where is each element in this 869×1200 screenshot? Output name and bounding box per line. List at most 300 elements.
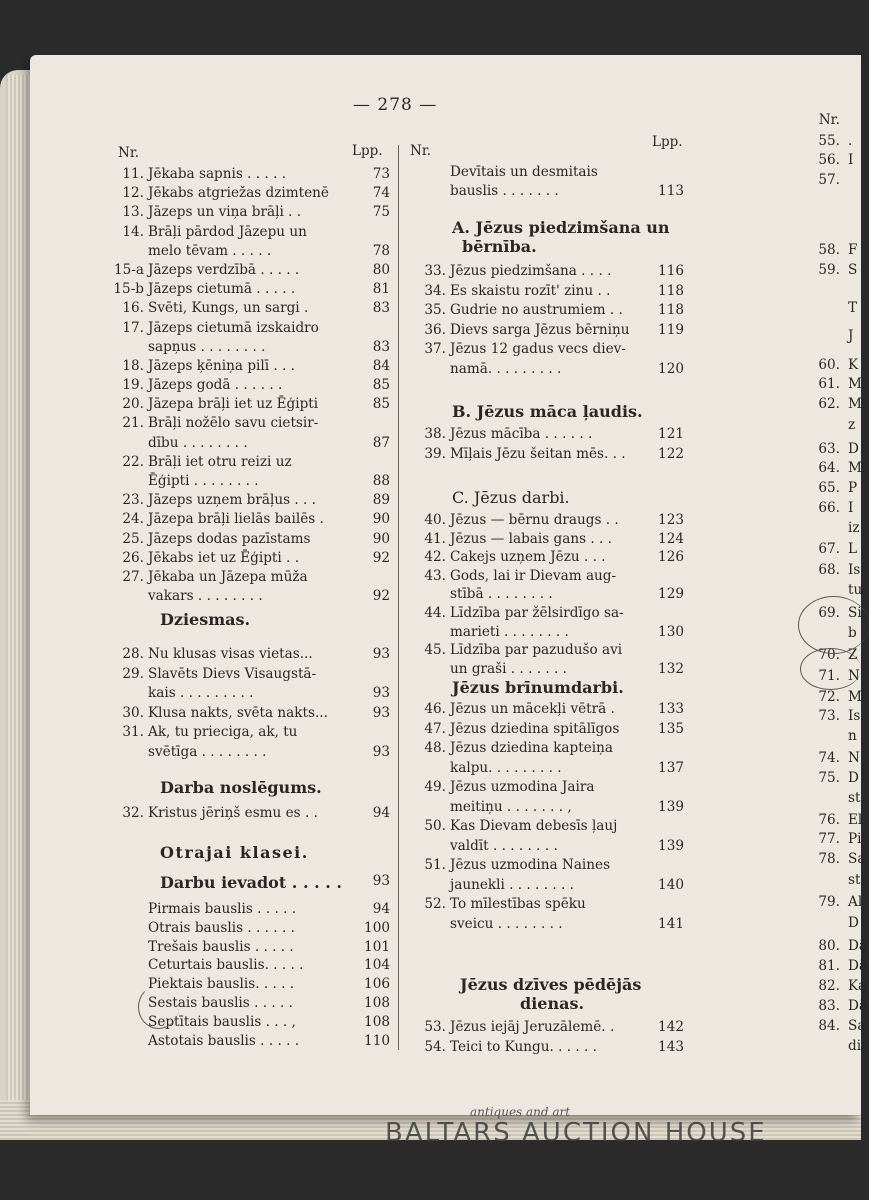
entry-number: 19.: [122, 377, 144, 394]
entry-number: 44.: [424, 604, 446, 621]
toc-entry: [106, 319, 390, 338]
entry-page: 73: [372, 166, 390, 182]
entry-number: 26.: [122, 549, 144, 566]
fragment-text: F: [848, 242, 858, 258]
fragment-number: 70.: [818, 647, 840, 663]
left-nr-header: Nr.: [118, 145, 140, 161]
entry-title: Cakejs uzņem Jēzu . . .: [450, 549, 606, 566]
entry-title: Jēzus un mācekļi vētrā .: [450, 701, 615, 717]
toc-entry: [408, 641, 684, 660]
fragment-text: dil: [848, 1038, 866, 1054]
toc-entry: [408, 876, 684, 896]
fragment-text: Dā: [848, 938, 868, 954]
entry-title: Jāzepa brāļi lielās bailēs .: [148, 511, 324, 528]
toc-entry: [106, 530, 390, 549]
fragment-line: [808, 541, 857, 557]
toc-entry: [408, 360, 684, 380]
entry-title: Otrais bauslis . . . . . .: [148, 919, 295, 936]
entry-page: 78: [372, 242, 390, 259]
fragment-number: 73.: [818, 708, 840, 724]
toc-entry: [408, 700, 684, 720]
entry-title: Ak, tu prieciga, ak, tu: [148, 724, 298, 741]
fragment-line: [808, 894, 862, 910]
fragment-number: 76.: [818, 812, 840, 828]
entry-title: Piektais bauslis. . . . .: [148, 976, 295, 993]
toc-entry: [106, 203, 390, 222]
toc-entry: [408, 163, 684, 182]
toc-entry: [106, 261, 390, 280]
fragment-number: 83.: [818, 998, 840, 1014]
entry-number: 15-a: [114, 261, 144, 278]
fragment-line: [808, 328, 853, 344]
fragment-line: [808, 938, 867, 954]
darbu-ievadot-page: 93: [372, 873, 390, 889]
entry-title: Brāļi iet otru reizi uz: [148, 453, 292, 470]
section-pedejas-line1: Jēzus dzīves pēdējās: [460, 975, 642, 994]
section-c: C. Jēzus darbi.: [452, 488, 570, 507]
entry-page: 139: [658, 837, 684, 854]
entry-page: 135: [658, 720, 684, 737]
entry-title: jaunekli . . . . . . . .: [450, 876, 574, 893]
entry-page: 101: [364, 938, 390, 955]
entry-title: Jēzus iejāj Jeruzālemē. .: [450, 1019, 615, 1035]
entry-title: Jēkaba sapnis . . . . .: [148, 166, 287, 182]
fragment-line: [808, 812, 862, 828]
entry-number: 38.: [424, 426, 446, 442]
pencil-mark: [138, 985, 179, 1029]
entry-page: 85: [372, 377, 390, 394]
entry-title: vakars . . . . . . . .: [148, 588, 263, 605]
fragment-text: Is: [848, 708, 861, 724]
fragment-text: Ka: [848, 978, 867, 994]
entry-page: 141: [658, 915, 684, 932]
entry-number: 41.: [424, 530, 446, 547]
fragment-text: Z: [848, 647, 858, 663]
fragment-text: Pi: [848, 831, 862, 847]
fragment-line: [808, 133, 852, 149]
watermark: BALTARS AUCTION HOUSE: [385, 1118, 767, 1148]
fragment-text: st: [848, 872, 861, 888]
fragment-number: 79.: [818, 894, 840, 910]
toc-entry: [106, 723, 390, 743]
entry-title: Slavēts Dievs Visaugstā-: [148, 665, 317, 682]
mid-toc-pedejas: [408, 1018, 684, 1057]
entry-title: Jāzeps verdzībā . . . . .: [148, 261, 300, 278]
section-a-line1: A. Jēzus piedzimšana un: [452, 218, 670, 237]
toc-entry: [106, 414, 390, 433]
fragment-text: J: [848, 328, 854, 344]
entry-title: Jēkabs atgriežas dzimtenē: [148, 185, 329, 202]
fragment-text: Is: [848, 562, 861, 578]
toc-entry: [106, 223, 390, 242]
fragment-number: 82.: [818, 978, 840, 994]
fragment-line: [808, 300, 857, 316]
entry-number: 32.: [122, 805, 144, 821]
fragment-line: [808, 242, 857, 258]
toc-entry: [106, 684, 390, 704]
mid-lpp-header: Lpp.: [652, 134, 683, 150]
entry-page: 139: [658, 798, 684, 815]
fragment-text: I: [848, 152, 854, 168]
entry-number: 34.: [424, 282, 446, 299]
fragment-line: [808, 978, 866, 994]
entry-page: 113: [658, 182, 684, 199]
toc-entry: [106, 919, 390, 938]
fragment-text: Al: [848, 894, 863, 910]
entry-title: Jēzus 12 gadus vecs diev-: [450, 341, 626, 358]
fragment-line: [808, 770, 859, 786]
entry-page: 92: [372, 588, 390, 605]
entry-title: svētīga . . . . . . . .: [148, 743, 267, 760]
fragment-text: D: [848, 770, 859, 786]
entry-title: Ēģipti . . . . . . . .: [148, 473, 259, 489]
fragment-number: 78.: [818, 851, 840, 867]
section-brinumdarbi: Jēzus brīnumdarbi.: [452, 678, 624, 697]
pencil-mark-70: [800, 648, 861, 690]
page-number: — 278 —: [353, 95, 438, 115]
fragment-line: [808, 1018, 865, 1034]
entry-number: 21.: [122, 415, 144, 432]
entry-page: 89: [372, 492, 390, 509]
entry-page: 93: [372, 685, 390, 702]
entry-title: Es skaistu rozīt' zinu . .: [450, 282, 611, 299]
toc-entry: [106, 299, 390, 318]
fragment-number: 72.: [818, 689, 840, 705]
mid-toc-top: [408, 163, 684, 200]
fragment-line: [808, 689, 862, 705]
toc-entry: [408, 445, 684, 465]
fragment-number: 77.: [818, 831, 840, 847]
toc-entry: [408, 282, 684, 302]
fragment-number: 67.: [818, 541, 840, 557]
fragment-number: 68.: [818, 562, 840, 578]
toc-entry: [408, 530, 684, 549]
entry-number: 14.: [122, 223, 144, 240]
entry-page: 143: [658, 1038, 684, 1055]
entry-page: 118: [658, 302, 684, 319]
fragment-text: M: [848, 689, 862, 705]
fragment-number: 74.: [818, 750, 840, 766]
toc-entry: [106, 453, 390, 472]
entry-page: 94: [372, 901, 390, 917]
entry-number: 49.: [424, 779, 446, 795]
entry-page: 108: [364, 994, 390, 1011]
fragment-text: Si: [848, 605, 862, 621]
entry-title: Jēzus uzmodina Naines: [450, 857, 611, 873]
fragment-line: [808, 396, 862, 412]
toc-entry: [106, 568, 390, 587]
entry-page: 92: [372, 549, 390, 566]
entry-title: Kristus jēriņš esmu es . .: [148, 805, 318, 821]
entry-title: namā. . . . . . . . .: [450, 360, 562, 377]
fragment-number: 84.: [818, 1018, 840, 1034]
entry-title: Nu klusas visas vietas...: [148, 646, 313, 662]
toc-entry: [408, 623, 684, 642]
fragment-line: [808, 152, 853, 168]
toc-entry: [106, 956, 390, 975]
entry-number: 16.: [122, 300, 144, 317]
fragment-line: [808, 441, 859, 457]
entry-number: 29.: [122, 665, 144, 682]
fragment-number: 64.: [818, 460, 840, 476]
toc-entry: [106, 549, 390, 568]
fragment-line: [808, 728, 857, 744]
entry-title: Devītais un desmitais: [450, 164, 598, 180]
entry-title: To mīlestības spēku: [450, 896, 586, 912]
entry-title: Jēkabs iet uz Ēģipti . .: [148, 549, 300, 566]
entry-number: 30.: [122, 704, 144, 721]
toc-entry: [408, 895, 684, 915]
fragment-text: S: [848, 262, 858, 278]
entry-page: 124: [658, 530, 684, 547]
entry-title: Jēkaba un Jāzepa mūža: [148, 568, 308, 585]
toc-entry: [408, 778, 684, 798]
left-toc-list-3: [106, 804, 390, 823]
fragment-text: z: [848, 417, 856, 433]
fragment-number: 75.: [818, 770, 840, 786]
toc-entry: [408, 604, 684, 623]
toc-entry: [106, 472, 390, 491]
fragment-number: 57.: [818, 172, 840, 188]
mid-nr-header: Nr.: [410, 143, 432, 159]
entry-page: 133: [658, 701, 684, 717]
fragment-number: 55.: [818, 133, 840, 149]
fragment-line: [808, 831, 862, 847]
toc-entry: [106, 280, 390, 299]
entry-number: 53.: [424, 1019, 446, 1035]
mid-toc-a: [408, 262, 684, 380]
entry-title: Ceturtais bauslis. . . . .: [148, 957, 304, 974]
fragment-line: [808, 958, 867, 974]
mid-toc-b: [408, 425, 684, 464]
entry-title: Jāzeps ķēniņa pilī . . .: [148, 357, 295, 374]
fragment-number: 62.: [818, 396, 840, 412]
watermark-tagline: antiques and art: [470, 1105, 571, 1119]
entry-number: 18.: [122, 357, 144, 374]
entry-page: 118: [658, 282, 684, 299]
section-b: B. Jēzus māca ļaudis.: [452, 402, 643, 421]
section-dziesmas: Dziesmas.: [160, 610, 251, 629]
entry-title: Pirmais bauslis . . . . .: [148, 901, 297, 917]
fragment-text: N: [848, 750, 860, 766]
entry-page: 90: [372, 511, 390, 528]
toc-entry: [106, 1032, 390, 1051]
entry-title: Jēzus mācība . . . . . .: [450, 426, 593, 442]
entry-title: sveicu . . . . . . . .: [450, 915, 563, 932]
fragment-number: 63.: [818, 441, 840, 457]
entry-title: meitiņu . . . . . . . ,: [450, 798, 572, 815]
entry-number: 11.: [122, 166, 144, 182]
fragment-line: [808, 708, 860, 724]
entry-number: 54.: [424, 1038, 446, 1055]
toc-entry: [408, 739, 684, 759]
fragment-text: .: [848, 133, 853, 149]
fragment-line: [808, 480, 857, 496]
toc-entry: [408, 915, 684, 935]
entry-title: kalpu. . . . . . . . .: [450, 759, 562, 776]
entry-page: 93: [372, 646, 390, 662]
toc-entry: [106, 704, 390, 724]
entry-number: 13.: [122, 204, 144, 221]
entry-title: melo tēvam . . . . .: [148, 242, 272, 259]
entry-title: Jēzus dziedina kapteiņa: [450, 740, 613, 756]
toc-entry: [408, 262, 684, 282]
entry-title: Brāļi nožēlo savu cietsir-: [148, 415, 319, 432]
entry-page: 80: [372, 261, 390, 278]
toc-entry: [106, 242, 390, 261]
toc-entry: [106, 338, 390, 357]
fragment-line: [808, 520, 860, 536]
mid-toc-c: [408, 511, 684, 678]
entry-number: 46.: [424, 701, 446, 717]
toc-entry: [106, 510, 390, 529]
entry-page: 108: [364, 1013, 390, 1030]
entry-page: 119: [658, 321, 684, 338]
toc-entry: [106, 743, 390, 763]
fragment-text: Dā: [848, 958, 868, 974]
entry-number: 23.: [122, 492, 144, 509]
toc-entry: [408, 856, 684, 876]
entry-page: 123: [658, 512, 684, 528]
fragment-number: 59.: [818, 262, 840, 278]
entry-page: 116: [658, 263, 684, 279]
entry-number: 33.: [424, 263, 446, 279]
fragment-text: b: [848, 625, 857, 641]
entry-page: 93: [372, 704, 390, 721]
fragment-number: 60.: [818, 357, 840, 373]
entry-number: 39.: [424, 445, 446, 462]
entry-page: 121: [658, 426, 684, 442]
entry-title: Jāzepa brāļi iet uz Ēģipti: [148, 396, 319, 413]
entry-page: 129: [658, 586, 684, 603]
left-toc-list: [106, 165, 390, 606]
left-lpp-header: Lpp.: [352, 143, 383, 159]
entry-number: 47.: [424, 720, 446, 737]
left-toc-list-2: [106, 645, 390, 763]
toc-entry: [408, 798, 684, 818]
entry-page: 81: [372, 281, 390, 298]
toc-entry: [408, 720, 684, 740]
entry-number: 17.: [122, 319, 144, 336]
fragment-text: D: [848, 915, 859, 931]
entry-number: 36.: [424, 321, 446, 338]
entry-number: 25.: [122, 530, 144, 547]
entry-page: 142: [658, 1019, 684, 1035]
entry-number: 48.: [424, 740, 446, 756]
fragment-line: [808, 851, 865, 867]
entry-title: Trešais bauslis . . . . .: [148, 938, 294, 955]
entry-page: 122: [658, 445, 684, 462]
entry-number: 20.: [122, 396, 144, 413]
fragment-line: [808, 915, 859, 931]
entry-number: 42.: [424, 549, 446, 566]
fragment-number: 61.: [818, 376, 840, 392]
section-pedejas-line2: dienas.: [520, 994, 585, 1013]
entry-title: Jēzus piedzimšana . . . .: [450, 263, 612, 279]
fragment-number: 69.: [818, 605, 840, 621]
toc-entry: [106, 395, 390, 414]
fragment-number: Nr.: [818, 112, 840, 128]
section-a-line2: bērnība.: [462, 237, 537, 256]
toc-entry: [106, 491, 390, 510]
fragment-number: 81.: [818, 958, 840, 974]
toc-entry: [408, 548, 684, 567]
toc-entry: [408, 425, 684, 445]
entry-number: 45.: [424, 642, 446, 659]
fragment-text: K: [848, 357, 859, 373]
entry-title: Jāzeps dodas pazīstams: [148, 530, 311, 547]
toc-entry: [408, 340, 684, 360]
fragment-text: iz: [848, 520, 860, 536]
toc-entry: [408, 511, 684, 530]
entry-number: 52.: [424, 896, 446, 912]
entry-title: Septītais bauslis . . . ,: [148, 1013, 296, 1030]
entry-title: Jēzus — labais gans . . .: [450, 530, 612, 547]
fragment-line: [808, 1038, 865, 1054]
entry-title: Svēti, Kungs, un sargi .: [148, 300, 309, 317]
fragment-text: st: [848, 790, 861, 806]
toc-entry: [106, 645, 390, 665]
fragment-line: [808, 998, 867, 1014]
entry-title: Gudrie no austrumiem . .: [450, 302, 623, 319]
entry-number: 24.: [122, 511, 144, 528]
entry-title: Brāļi pārdod Jāzepu un: [148, 223, 307, 240]
entry-page: 94: [372, 805, 390, 821]
toc-entry: [408, 585, 684, 604]
left-toc-list-4: [106, 900, 390, 1050]
fragment-line: [808, 417, 855, 433]
entry-number: 27.: [122, 568, 144, 585]
toc-entry: [408, 182, 684, 201]
fragment-text: M: [848, 376, 862, 392]
entry-title: valdīt . . . . . . . .: [450, 837, 558, 854]
toc-entry: [408, 660, 684, 679]
entry-page: 83: [372, 338, 390, 355]
toc-entry: [106, 357, 390, 376]
entry-number: 51.: [424, 857, 446, 873]
fragment-text: El: [848, 812, 863, 828]
entry-title: Līdzība par žēlsirdīgo sa-: [450, 604, 624, 621]
entry-number: 50.: [424, 818, 446, 834]
fragment-text: tu: [848, 582, 863, 598]
fragment-line: [808, 112, 848, 128]
fragment-text: Sa: [848, 1018, 866, 1034]
entry-title: Līdzība par pazudušo avi: [450, 642, 623, 659]
fragment-line: [808, 460, 862, 476]
entry-title: Jēzus uzmodina Jaira: [450, 779, 595, 795]
entry-title: Jāzeps godā . . . . . .: [148, 377, 283, 394]
toc-entry: [106, 376, 390, 395]
fragment-text: n: [848, 728, 857, 744]
entry-page: 85: [372, 396, 390, 413]
entry-title: sapņus . . . . . . . .: [148, 338, 266, 355]
entry-page: 140: [658, 876, 684, 893]
toc-entry: [106, 900, 390, 919]
fragment-line: [808, 262, 857, 278]
entry-page: 110: [364, 1032, 390, 1049]
toc-entry: [408, 1038, 684, 1058]
fragment-line: [808, 562, 860, 578]
fragment-text: N: [848, 668, 860, 684]
entry-title: Kas Dievam debesīs ļauj: [450, 818, 618, 834]
toc-entry: [106, 184, 390, 203]
entry-title: bauslis . . . . . . .: [450, 182, 559, 199]
entry-number: 40.: [424, 512, 446, 528]
fragment-text: M: [848, 396, 862, 412]
toc-entry: [408, 1018, 684, 1038]
fragment-number: 71.: [818, 668, 840, 684]
fragment-number: 80.: [818, 938, 840, 954]
